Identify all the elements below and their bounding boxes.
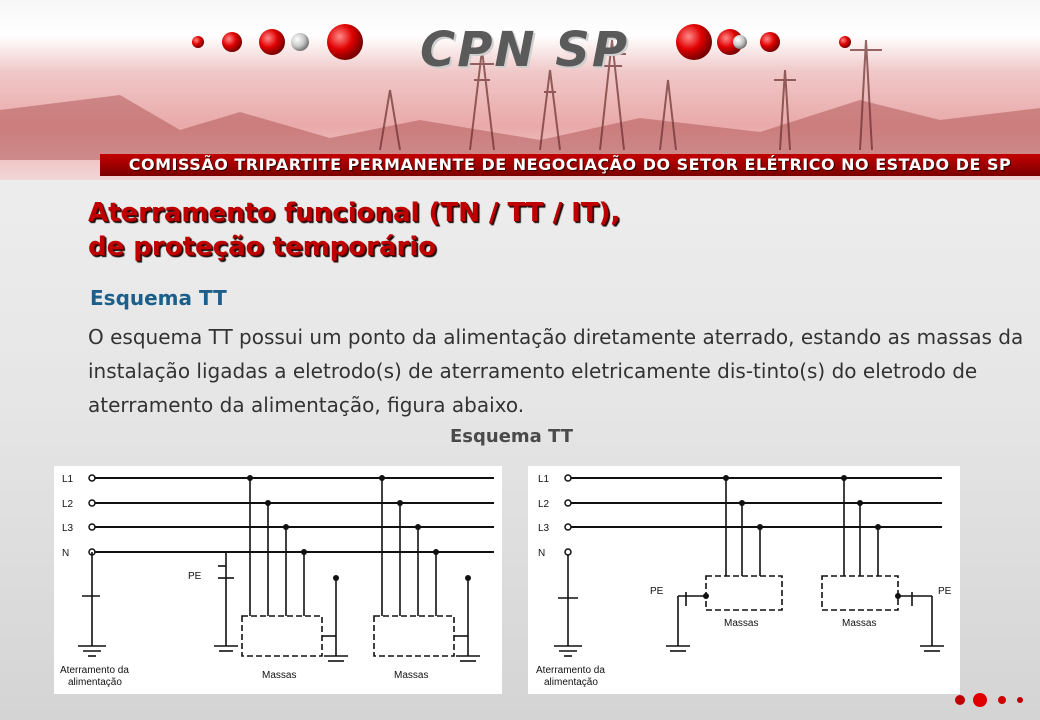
section-subtitle: Esquema TT (90, 286, 227, 310)
body-paragraph: O esquema TT possui um ponto da alimentação diretamente aterrado, estando as massas da instalação ligadas a eletrodo(s) de aterramento eletricamente dis-tinto(s) do eletrodo de aterramento da alimentação, figura abaixo. (88, 325, 1024, 417)
source-ground-label-2: alimentação (544, 677, 598, 688)
label-pe-1: PE (650, 586, 664, 597)
label-pe-2: PE (938, 586, 952, 597)
label-l2: L2 (62, 499, 74, 510)
label-n: N (62, 548, 70, 559)
source-ground-label-1: Aterramento da (60, 665, 129, 676)
tt-diagram-without-neutral (528, 466, 960, 694)
label-l1: L1 (538, 474, 550, 485)
header-banner (0, 0, 1040, 180)
figure-caption: Esquema TT (450, 426, 574, 447)
source-ground-label-1: Aterramento da (536, 665, 605, 676)
label-l2: L2 (538, 499, 550, 510)
pe-ground-left (214, 552, 238, 651)
title-line-2: de proteção temporário (88, 232, 437, 262)
masses-label-right-2: Massas (842, 618, 877, 629)
tt-diagram-right-svg (528, 466, 960, 694)
masses-label-left-2: Massas (394, 670, 429, 681)
banner-landscape (0, 95, 1040, 160)
load-group-1 (242, 478, 348, 661)
label-l1: L1 (62, 474, 74, 485)
masses-label-right-1: Massas (724, 618, 759, 629)
tagline-bar (100, 154, 1040, 176)
source-ground-label-2: alimentação (68, 677, 122, 688)
masses-label-left-1: Massas (262, 670, 297, 681)
tt-diagram-left-svg (54, 466, 502, 694)
label-l3: L3 (62, 523, 74, 534)
tagline-text: COMISSÃO TRIPARTITE PERMANENTE DE NEGOCIAÇÃO DO SETOR ELÉTRICO NO ESTADO DE SP (128, 155, 1012, 174)
title-line-1: Aterramento funcional (TN / TT / IT), (88, 198, 621, 228)
slide-title (88, 196, 848, 264)
label-l3: L3 (538, 523, 550, 534)
label-pe: PE (188, 571, 202, 582)
source-ground-left (78, 552, 106, 656)
load-group-2 (374, 478, 480, 661)
tt-diagram-with-neutral (54, 466, 502, 694)
label-n: N (538, 548, 546, 559)
company-logo: CPN SP (420, 22, 630, 78)
source-ground-right (554, 555, 582, 656)
footer-dots (950, 690, 1030, 710)
